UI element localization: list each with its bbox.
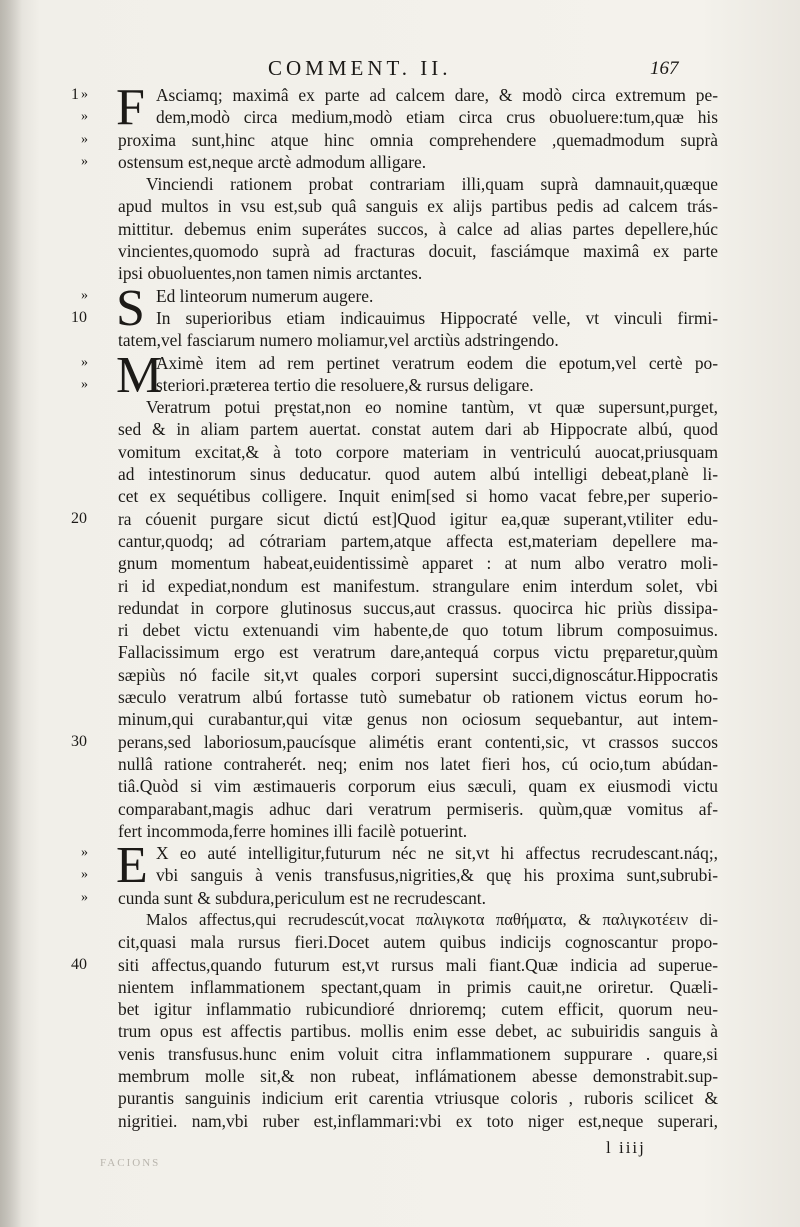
drop-initial: F [116, 79, 145, 136]
line-text: ri id expediat,nondum est manifestum. strangulare enim interdum solet, vbi [118, 575, 718, 596]
line-text: redundat in corpore glutinosus succus,aut crassus. quocirca hic priùs dissipa- [118, 597, 718, 618]
line-text: Fallacissimum ergo est veratrum dare,antequá corpus victu pręparetur,quùm [118, 642, 718, 663]
text-line [118, 1043, 718, 1065]
line-text: nullâ ratione contraherét. neq; enim nos latet fieri hos, cú ocio,tum abúdan- [118, 753, 718, 774]
line-text: nigritiei. nam,vbi ruber est,inflammari:vbi ex toto niger est,neque superari, [118, 1110, 718, 1131]
quotation-mark: » [81, 845, 88, 861]
text-line [118, 329, 718, 351]
text-line [118, 441, 718, 463]
line-text: cet ex sequétibus colligere. Inquit enim[sed si homo vacat febre,per superio- [118, 486, 718, 507]
quotation-mark: » [81, 867, 88, 883]
line-text: ri debet victu extenuandi vim habente,de quo totum librum composuimus. [118, 620, 718, 641]
drop-initial: M [116, 346, 163, 404]
line-text: tiâ.Quòd si vim æstimaueris corporum eius sæculi, quam ex eiusmodi victu [118, 776, 718, 797]
text-line [81, 374, 718, 396]
line-text: Ed linteorum numerum augere. [156, 285, 374, 306]
line-text: vincientes,quomodo suprà ad fracturas docuit, fasciámque maximâ ex parte [118, 241, 718, 262]
line-text: cantur,quodq; ad cótrariam partem,atque affecta est,materiam depellere ma- [118, 530, 718, 551]
line-text: bet igitur inflammatio rubicundioré dnrioremq; cutem efficit, quorum neu- [118, 999, 718, 1020]
quotation-mark: » [81, 889, 88, 905]
line-text: apud multos in vsu est,sub quâ sanguis ex alijs partibus pedis ad calcem trás- [118, 196, 718, 217]
text-line [118, 1020, 718, 1042]
quotation-mark: » [81, 87, 88, 102]
line-text: siti affectus,quando futurum est,vt rursus mali fiant.Quæ indicia ad superue- [118, 954, 718, 975]
line-text: cunda sunt & subdura,periculum est ne recrudescant. [118, 887, 486, 908]
text-line [118, 597, 718, 619]
text-line [118, 262, 718, 284]
line-text: gnum momentum habeat,euidentissimè apparet : at num albo veratro moli- [118, 553, 718, 574]
running-title: COMMENT. II. [268, 56, 452, 80]
line-text: ra cóuenit purgare sicut dictú est]Quod igitur ea,quæ superant,vtiliter edu- [118, 508, 718, 529]
line-text: Vinciendi rationem probat contrariam illi,quam suprà damnauit,quæque [146, 174, 718, 195]
line-text: ostensum est,neque arctè admodum alligare. [118, 151, 427, 172]
line-text: Malos affectus,qui recrudescút,vocat παλιγκοτα παθήματα, & παλιγκοτέειν di- [146, 909, 718, 929]
text-line [118, 173, 718, 195]
text-line [118, 463, 718, 485]
drop-initial: S [116, 279, 145, 337]
page-number: 167 [650, 58, 679, 79]
quotation-mark: » [81, 153, 88, 169]
text-line [81, 106, 718, 128]
text-line [118, 976, 718, 998]
line-text: steriori.præterea tertio die resoluere,& rursus deligare. [156, 374, 534, 395]
quotation-mark: » [81, 376, 88, 392]
text-line [118, 619, 718, 641]
text-line [118, 708, 718, 730]
line-text: ipsi obuoluentes,non tamen nimis arctantes. [118, 263, 423, 284]
line-number: 20 [71, 509, 87, 527]
text-line [81, 864, 718, 886]
line-text: X eo auté intelligitur,futurum néc ne sit,vt hi affectus recrudescant.náq;, [156, 843, 718, 864]
signature-mark: l iiij [606, 1138, 646, 1157]
line-text: sæpiùs nó facile sit,vt quales corpori supersint succi,dignoscátur.Hippocratis [118, 664, 718, 685]
line-text: proxima sunt,hinc atque hinc omnia comprehendere ,quemadmodum suprà [118, 129, 718, 150]
line-text: trum opus est affectis partibus. mollis enim esse debet, ac subuiridis sanguis à [118, 1021, 718, 1042]
line-number: 1 [71, 86, 79, 103]
line-text: sæculo veratrum albú fortasse tutò sumebatur ob rationem victus eorum ho- [118, 687, 718, 708]
drop-initial: E [116, 837, 148, 895]
text-line [118, 485, 718, 507]
text-line [81, 151, 718, 173]
line-text: dem,modò circa medium,modò etiam circa crus obuoluere:tum,quæ his [156, 107, 718, 128]
text-line [118, 1065, 718, 1087]
line-number: 10 [71, 308, 87, 326]
line-text: nientem inflammationem spectant,quam in primis cauit,ne oriretur. Quæli- [118, 976, 718, 997]
gutter-shadow [0, 0, 22, 1227]
line-text: purantis sanguinis indicium erit carentia vtriusque coloris , ruboris scilicet & [118, 1088, 718, 1109]
text-line [71, 508, 718, 530]
text-line [71, 954, 718, 976]
line-text: minum,qui curabantur,qui vitæ genus non ociosum sequebantur, aut intem- [118, 709, 718, 730]
line-number: 40 [71, 955, 87, 973]
quotation-mark: » [81, 354, 88, 370]
text-line [118, 909, 718, 931]
quotation-mark: » [81, 109, 88, 125]
body-text [71, 79, 718, 1132]
text-line [118, 641, 718, 663]
text-line [81, 887, 718, 909]
line-text: vbi sanguis à venis transfusus,nigrities,& quę his proxima sunt,subrubi- [156, 865, 718, 886]
line-text: membrum molle sit,& non rubeat, inflámationem abesse demonstrabit.sup- [118, 1066, 718, 1087]
line-text: tatem,vel fasciarum numero moliamur,vel arctiùs adstringendo. [118, 330, 559, 351]
text-line [118, 931, 718, 953]
text-line [118, 218, 718, 240]
line-text: vomitum excitat,& à toto corpore materiam in ventriculú auocat,priusquam [118, 441, 718, 462]
line-text: Aximè item ad rem pertinet veratrum eodem die epotum,vel certè po- [156, 352, 718, 373]
line-text: Asciamq; maximâ ex parte ad calcem dare, & modò circa extremum pe- [156, 85, 718, 105]
quotation-mark: » [81, 287, 88, 303]
line-text: Veratrum potui pręstat,non eo nomine tantùm, vt quæ supersunt,purget, [146, 397, 718, 418]
text-line [118, 686, 718, 708]
text-line [81, 129, 718, 151]
text-line [118, 753, 718, 775]
text-line [71, 731, 718, 753]
text-line [118, 575, 718, 597]
line-number: 30 [71, 732, 87, 750]
show-through-text: FACIONS [100, 1157, 161, 1169]
text-line [118, 798, 718, 820]
line-text: fert incommoda,ferre homines illi facilè potuerint. [118, 820, 468, 841]
text-line [118, 998, 718, 1020]
text-line [118, 396, 718, 418]
text-line [118, 530, 718, 552]
text-line [71, 307, 718, 329]
line-text: comparabant,magis adhuc dari veratrum permiseris. quùm,quæ vomitus af- [118, 798, 718, 819]
line-text: In superioribus etiam indicauimus Hippocraté velle, vt vinculi firmi- [156, 307, 718, 328]
text-line [118, 1110, 718, 1132]
text-line [118, 1087, 718, 1109]
quotation-mark: » [81, 131, 88, 147]
text-line [118, 240, 718, 262]
line-text: venis transfusus.hunc enim voluit citra inflammationem suppurare . quare,si [118, 1043, 718, 1064]
text-line [118, 418, 718, 440]
line-text: sed & in aliam partem auertat. constat autem dari ab Hippocrate albú, quod [118, 419, 718, 440]
line-text: perans,sed laboriosum,paucísque alimétis erant contenti,sic, vt crassos succos [118, 731, 718, 752]
text-line [118, 664, 718, 686]
line-text: cit,quasi mala rursus fieri.Docet autem quibus indicijs cognoscantur propo- [118, 932, 718, 953]
text-line [118, 820, 718, 842]
text-line [118, 552, 718, 574]
text-line [118, 195, 718, 217]
line-text: ad intestinorum sinus deducatur. quod autem albú intelligi debeat,planè li- [118, 464, 718, 485]
text-line [118, 775, 718, 797]
line-text: mittitur. debemus enim superátes succos, à calce ad alias partes depellere,húc [118, 218, 718, 239]
